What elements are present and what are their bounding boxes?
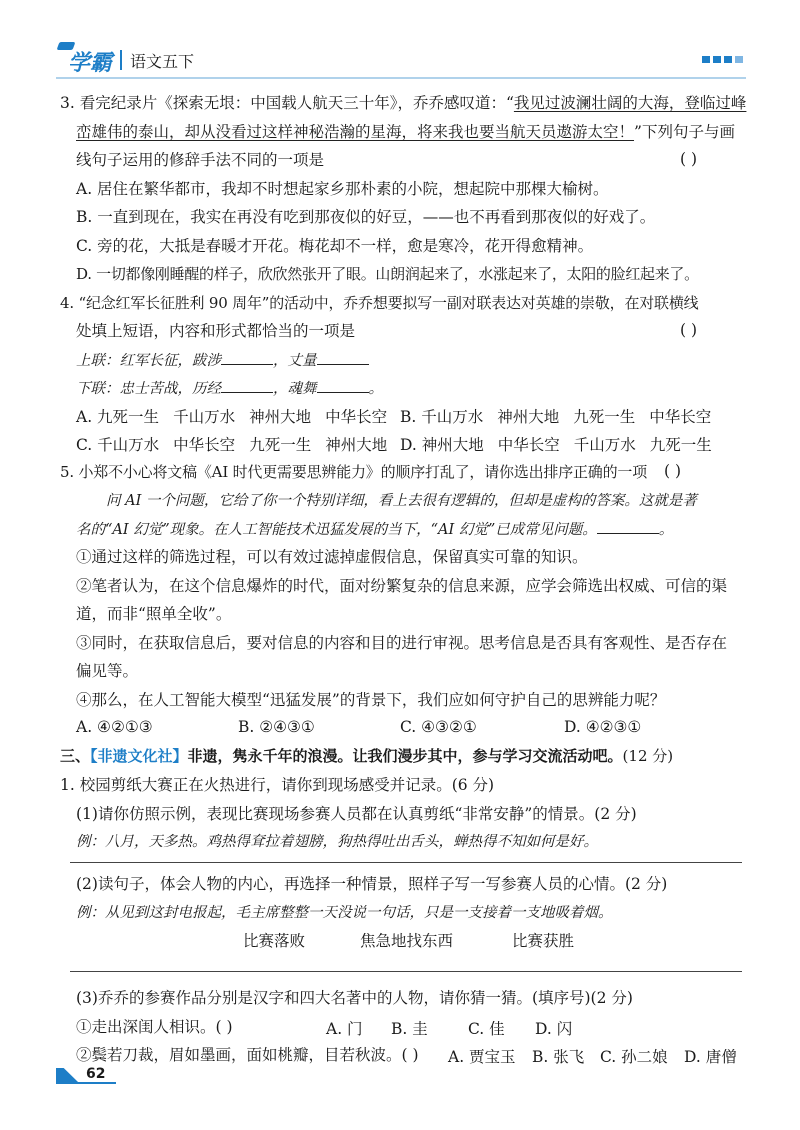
subject-title: 语文五下 xyxy=(130,52,195,71)
q4-option-d[interactable]: D. 神州大地 中华长空 千山万水 九死一生 xyxy=(400,436,712,454)
logo: 学霸 xyxy=(68,51,113,76)
answer-line-2[interactable] xyxy=(70,971,742,972)
q5-sentence-1: ①通过这样的筛选过程，可以有效过滤掉虚假信息，保留真实可靠的知识。 xyxy=(76,548,588,566)
page-corner-icon xyxy=(56,1068,78,1082)
section-tag: 【非遗文化社】 xyxy=(90,747,188,765)
page-number: 62 xyxy=(86,1066,106,1082)
section-3-heading: 三、【非遗文化社】非遗，隽永千年的浪漫。让我们漫步其中，参与学习交流活动吧。(12 分) xyxy=(60,747,674,765)
q3-line3: 线句子运用的修辞手法不同的一项是 xyxy=(76,151,325,169)
riddle-1-option-c[interactable]: C. 佳 xyxy=(468,1020,505,1038)
q5-option-c[interactable]: C. ④③②① xyxy=(400,718,477,736)
footer-rule xyxy=(56,1082,116,1084)
riddle-1-option-a[interactable]: A. 门 xyxy=(326,1020,363,1038)
q3-option-b[interactable]: B. 一直到现在，我实在再没有吃到那夜似的好豆，——也不再看到那夜似的好戏了。 xyxy=(76,208,656,226)
q4-blank-1[interactable] xyxy=(221,350,273,365)
q3-line1: 3. 看完纪录片《探索无垠：中国载人航天三十年》，乔乔感叹道：“我见过波澜壮阔的大海，登临过峰 xyxy=(60,94,747,112)
q4-line1: 4. “纪念红军长征胜利 90 周年”的活动中，乔乔想要拟写一副对联表达对英雄的崇敬，在对联横线 xyxy=(60,294,699,312)
q5-sentence-2b: 道，而非“照单全收”。 xyxy=(76,605,232,623)
q4-option-c[interactable]: C. 千山万水 中华长空 九死一生 神州大地 xyxy=(76,436,388,454)
q31-sub1: (1)请你仿照示例，表现比赛现场参赛人员都在认真剪纸“非常安静”的情景。(2 分) xyxy=(76,805,637,823)
q4-xialian: 下联：忠士苦战，历经 ，魂舞 。 xyxy=(76,378,383,399)
q5-sentence-2a: ②笔者认为，在这个信息爆炸的时代，面对纷繁复杂的信息来源，应学会筛选出权威、可信的渠 xyxy=(76,577,728,595)
q4-blank-2[interactable] xyxy=(317,350,369,365)
q4-answer-paren[interactable]: ( ) xyxy=(680,321,698,339)
answer-line-1[interactable] xyxy=(70,862,742,863)
q4-option-b[interactable]: B. 千山万水 神州大地 九死一生 中华长空 xyxy=(400,408,712,426)
header xyxy=(56,40,756,80)
riddle-2[interactable]: ②鬓若刀裁，眉如墨画，面如桃瓣，目若秋波。( ) xyxy=(76,1046,419,1064)
q5-option-a[interactable]: A. ④②①③ xyxy=(76,718,153,736)
q5-sentence-4: ④那么，在人工智能大模型“迅猛发展”的背景下，我们应如何守护自己的思辨能力呢？ xyxy=(76,691,666,709)
q31-sub2: (2)读句子，体会人物的内心，再选择一种情景，照样子写一写参赛人员的心情。(2 分) xyxy=(76,875,668,893)
riddle-2-option-d[interactable]: D. 唐僧 xyxy=(684,1048,737,1066)
q4-blank-3[interactable] xyxy=(221,378,273,393)
q4-blank-4[interactable] xyxy=(317,378,369,393)
q31-line1: 1. 校园剪纸大赛正在火热进行，请你到现场感受并记录。(6 分) xyxy=(60,776,495,794)
scene-3: 比赛获胜 xyxy=(512,932,575,950)
q5-passage-line2: 名的“AI 幻觉”现象。在人工智能技术迅猛发展的当下，“AI 幻觉”已成常见问题。 。 xyxy=(76,519,673,540)
scene-1: 比赛落败 xyxy=(243,932,306,950)
header-dots xyxy=(702,56,746,64)
riddle-2-option-c[interactable]: C. 孙二娘 xyxy=(600,1048,668,1066)
q5-line1: 5. 小郑不小心将文稿《AI 时代更需要思辨能力》的顺序打乱了，请你选出排序正确的一项 xyxy=(60,463,648,481)
q3-option-d[interactable]: D. 一切都像刚睡醒的样子，欣欣然张开了眼。山朗润起来了，水涨起来了，太阳的脸红起来了。 xyxy=(76,265,699,283)
q4-shanglian: 上联：红军长征，跋涉 ，丈量 xyxy=(76,350,369,371)
q3-option-a[interactable]: A. 居住在繁华都市，我却不时想起家乡那朴素的小院，想起院中那棵大榆树。 xyxy=(76,180,609,198)
q5-option-b[interactable]: B. ②④③① xyxy=(238,718,315,736)
q31-example1: 例：八月，天多热。鸡热得耷拉着翅膀，狗热得吐出舌头，蝉热得不知如何是好。 xyxy=(76,834,598,850)
riddle-1[interactable]: ①走出深闺人相识。( ) xyxy=(76,1018,233,1036)
header-rule xyxy=(56,77,746,79)
q3-answer-paren[interactable]: ( ) xyxy=(680,150,698,168)
riddle-1-option-d[interactable]: D. 闪 xyxy=(535,1020,573,1038)
q4-option-a[interactable]: A. 九死一生 千山万水 神州大地 中华长空 xyxy=(76,408,388,426)
riddle-1-option-b[interactable]: B. 圭 xyxy=(391,1020,428,1038)
riddle-2-option-a[interactable]: A. 贾宝玉 xyxy=(448,1048,516,1066)
scene-2: 焦急地找东西 xyxy=(360,932,454,950)
q4-line2: 处填上短语，内容和形式都恰当的一项是 xyxy=(76,322,356,340)
q5-sentence-3b: 偏见等。 xyxy=(76,662,139,680)
q31-sub3: (3)乔乔的参赛作品分别是汉字和四大名著中的人物，请你猜一猜。(填序号)(2 分) xyxy=(76,989,633,1007)
q3-line2: 峦雄伟的泰山，却从没看过这样神秘浩瀚的星海，将来我也要当航天员遨游太空！”下列句子与画 xyxy=(76,123,735,141)
q5-passage-line1: 问 AI 一个问题，它给了你一个特别详细，看上去很有逻辑的，但却是虚构的答案。这就是著 xyxy=(106,493,697,509)
q3-option-c[interactable]: C. 旁的花，大抵是春暖才开花。梅花却不一样，愈是寒冷，花开得愈精神。 xyxy=(76,237,594,255)
q5-option-d[interactable]: D. ④②③① xyxy=(564,718,642,736)
riddle-2-option-b[interactable]: B. 张飞 xyxy=(532,1048,585,1066)
logo-divider xyxy=(120,50,122,70)
q31-example2: 例：从见到这封电报起，毛主席整整一天没说一句话，只是一支接着一支地吸着烟。 xyxy=(76,905,613,921)
q5-sentence-3a: ③同时，在获取信息后，要对信息的内容和目的进行审视。思考信息是否具有客观性、是否存在 xyxy=(76,634,728,652)
q5-answer-paren[interactable]: ( ) xyxy=(664,462,682,480)
q5-blank[interactable] xyxy=(597,519,659,534)
